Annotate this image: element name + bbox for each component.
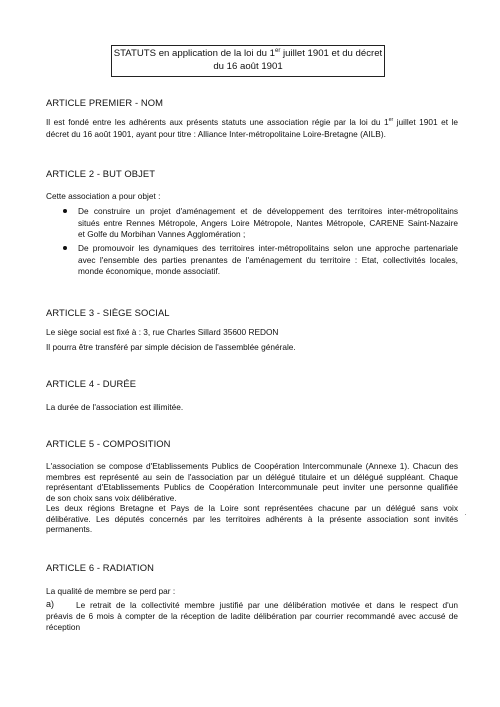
article-2-bullet-2: De promouvoir les dynamiques des territoires inter-métropolitains selon une approche partenariale avec l'ensemble des parties prenantes de l'aménagement du territoire : Etat, collectivités locales, monde économique, monde associatif. — [78, 243, 458, 276]
article-4-text: La durée de l'association est illimitée. — [46, 402, 184, 412]
title-line-2: du 16 août 1901 — [213, 60, 283, 72]
article-2-intro: Cette association a pour objet : — [46, 191, 161, 201]
article-3-text: Le siège social est fixé à : 3, rue Charles Sillard 35600 REDON Il pourra être transféré par simple décision de l'assemblée générale. — [46, 327, 296, 352]
article-2-heading: ARTICLE 2 - BUT OBJET — [46, 168, 156, 179]
article-6-item-a: Le retrait de la collectivité membre justifié par une délibération motivée et dans le respect d'un préavis de 6 mois à compter de la réception de ladite délibération par courrier recommandé avec accusé de réception — [46, 600, 458, 632]
article-1-line-2: décret du 16 août 1901, ayant pour titre : Alliance Inter-métropolitaine Loire-Bretagne (AILB). — [46, 128, 386, 139]
article-5-paragraph-1: L'association se compose d'Etablissements Publics de Coopération Intercommunale (Annexe 1). Chacun des membres est représenté au sein de l'association par un délégué titulaire et un délégué suppléant. Chaque représentant d'Etablissements Publics de Coopération Intercommunale peut inviter une personne qualifiée de son choix sans voix délibérative. — [46, 461, 458, 503]
article-2-bullet-1: De construire un projet d'aménagement et de développement des territoires inter-métropolitains situés entre Rennes Métropole, Angers Loire Métropole, Nantes Métropole, CARENE Saint-Nazaire et Golfe du Morbihan Vannes Agglomération ; — [78, 206, 458, 239]
document-title-box — [111, 45, 385, 77]
title-line-1: STATUTS en application de la loi du 1er juillet 1901 et du décret — [113, 47, 383, 59]
article-4-heading: ARTICLE 4 - DURÉE — [46, 378, 137, 389]
bullet-dot-icon — [63, 209, 67, 213]
article-6-heading: ARTICLE 6 - RADIATION — [46, 562, 155, 573]
article-1-heading: ARTICLE PREMIER - NOM — [46, 97, 164, 108]
article-5-heading: ARTICLE 5 - COMPOSITION — [46, 438, 171, 449]
article-1-text — [46, 117, 458, 140]
article-1-line-1: Il est fondé entre les adhérents aux présents statuts une association régie par la loi du 1er juillet 1901 et le — [46, 117, 458, 127]
article-5-paragraph-2: Les deux régions Bretagne et Pays de la Loire sont représentées chacune par un délégué sans voix délibérative. Les députés concernés par les territoires adhérents à la présente association sont invités permanents. — [46, 503, 458, 535]
article-3-heading: ARTICLE 3 - SIÈGE SOCIAL — [46, 307, 170, 318]
scan-speck — [465, 514, 466, 515]
bullet-dot-icon — [63, 246, 67, 250]
article-6-intro: La qualité de membre se perd par : — [46, 586, 176, 596]
article-6-item-a-letter: a) — [46, 599, 55, 609]
